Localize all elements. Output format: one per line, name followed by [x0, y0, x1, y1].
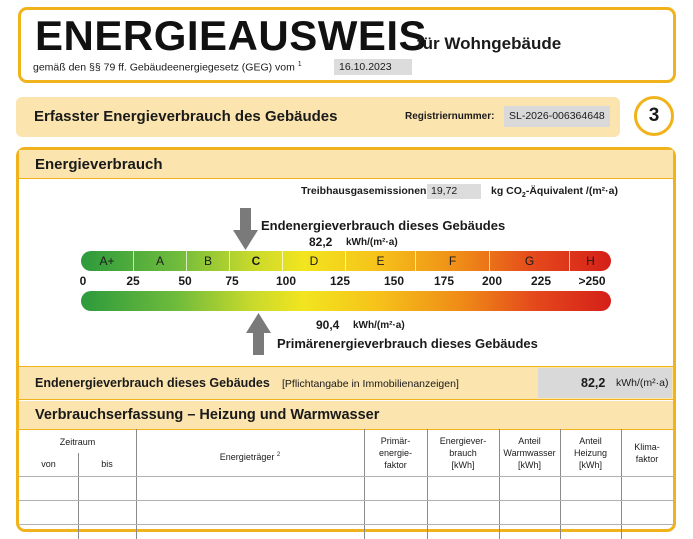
- energy-section: [16, 147, 676, 532]
- end-energy-summary-row: [19, 366, 673, 400]
- energy-section-title: Energieverbrauch: [35, 156, 163, 173]
- efficiency-class-label: A+: [81, 251, 134, 271]
- consumption-table: [19, 429, 673, 539]
- primary-energy-arrow-up-icon: [246, 313, 271, 355]
- scale-tick-label: 200: [481, 274, 503, 288]
- footnote-mark: 1: [297, 61, 302, 68]
- primary-energy-value: 90,4: [316, 318, 340, 332]
- efficiency-class-label: B: [187, 251, 230, 271]
- period-header: Zeitraum: [59, 437, 96, 447]
- scale-tick-label: 100: [275, 274, 297, 288]
- registration-label: Registriernummer:: [405, 111, 495, 122]
- emissions-value-field[interactable]: 19,72: [427, 184, 481, 199]
- primary-energy-label: Primärenergieverbrauch dieses Gebäudes: [277, 336, 538, 351]
- end-energy-label: Endenergieverbrauch dieses Gebäudes: [261, 218, 506, 233]
- emissions-label: Treibhausgasemissionen: [301, 185, 427, 197]
- end-energy-summary-label: Endenergieverbrauch dieses Gebäudes: [35, 376, 270, 390]
- scale-tick-label: 25: [126, 274, 140, 288]
- to-header: bis: [101, 459, 113, 469]
- hot-water-share-header: Anteil Warmwasser [kWh]: [503, 436, 556, 470]
- consumption-header: Energiever- brauch [kWh]: [439, 436, 487, 470]
- efficiency-class-label: E: [346, 251, 416, 271]
- certificate-subtitle: für Wohngebäude: [417, 34, 562, 53]
- end-energy-arrow-down-icon: [233, 208, 258, 250]
- efficiency-class-label: A: [134, 251, 187, 271]
- efficiency-class-label: F: [416, 251, 490, 271]
- registration-title: Erfasster Energieverbrauch des Gebäudes: [34, 108, 338, 125]
- table-divider: [136, 429, 137, 539]
- primary-factor-header: Primär- energie- faktor: [378, 436, 413, 470]
- end-energy-value: 82,2: [309, 235, 333, 249]
- scale-tick-label: 175: [433, 274, 455, 288]
- climate-factor-header: Klima- faktor: [634, 442, 660, 464]
- efficiency-class-label-current: C: [230, 251, 283, 271]
- end-energy-summary-note: [Pflichtangabe in Immobilienanzeigen]: [282, 378, 459, 390]
- end-energy-summary-unit: kWh/(m²·a): [616, 377, 669, 389]
- consumption-section-title: Verbrauchserfassung – Heizung und Warmwasser: [35, 407, 380, 423]
- scale-tick-label: 50: [178, 274, 192, 288]
- heating-share-header: Anteil Heizung [kWh]: [573, 436, 608, 470]
- end-energy-summary-field[interactable]: [538, 368, 672, 398]
- scale-tick-label: 0: [79, 274, 87, 288]
- primary-energy-unit: kWh/(m²·a): [353, 320, 405, 331]
- consumption-section-header: [19, 401, 673, 430]
- scale-tick-label: 150: [383, 274, 405, 288]
- efficiency-class-label: H: [586, 254, 595, 268]
- scale-tick-label: 125: [329, 274, 351, 288]
- certificate-title-box: [18, 7, 676, 83]
- end-energy-summary-value: 82,2: [581, 376, 606, 390]
- emissions-unit: kg $CO_2$-Äquivalent /(m²·a): [491, 185, 618, 200]
- from-header: von: [41, 459, 56, 469]
- energy-section-header: [19, 150, 673, 179]
- page-number-badge: 3: [634, 96, 674, 136]
- consumption-gradient-bar: [81, 291, 611, 311]
- certificate-title: ENERGIEAUSWEIS: [35, 12, 428, 59]
- law-reference: gemäß den §§ 79 ff. Gebäudeenergiegesetz (GEG) vom $^1$: [33, 61, 302, 74]
- registration-number-field[interactable]: SL-2026-006364648: [504, 106, 610, 127]
- issue-date-field[interactable]: 16.10.2023: [334, 59, 412, 75]
- table-row-line: [19, 476, 673, 477]
- end-energy-unit: kWh/(m²·a): [346, 237, 398, 248]
- efficiency-class-scale: [81, 251, 611, 271]
- efficiency-class-label: G: [490, 251, 570, 271]
- scale-tick-label: 225: [530, 274, 552, 288]
- efficiency-class-label: D: [283, 251, 346, 271]
- energy-carrier-header: Energieträger $^2$: [219, 452, 281, 462]
- scale-tick-label: 75: [225, 274, 239, 288]
- table-row-line: [19, 500, 673, 501]
- table-row-line: [19, 524, 673, 525]
- scale-tick-label: >250: [578, 274, 606, 288]
- registration-bar: [16, 97, 620, 137]
